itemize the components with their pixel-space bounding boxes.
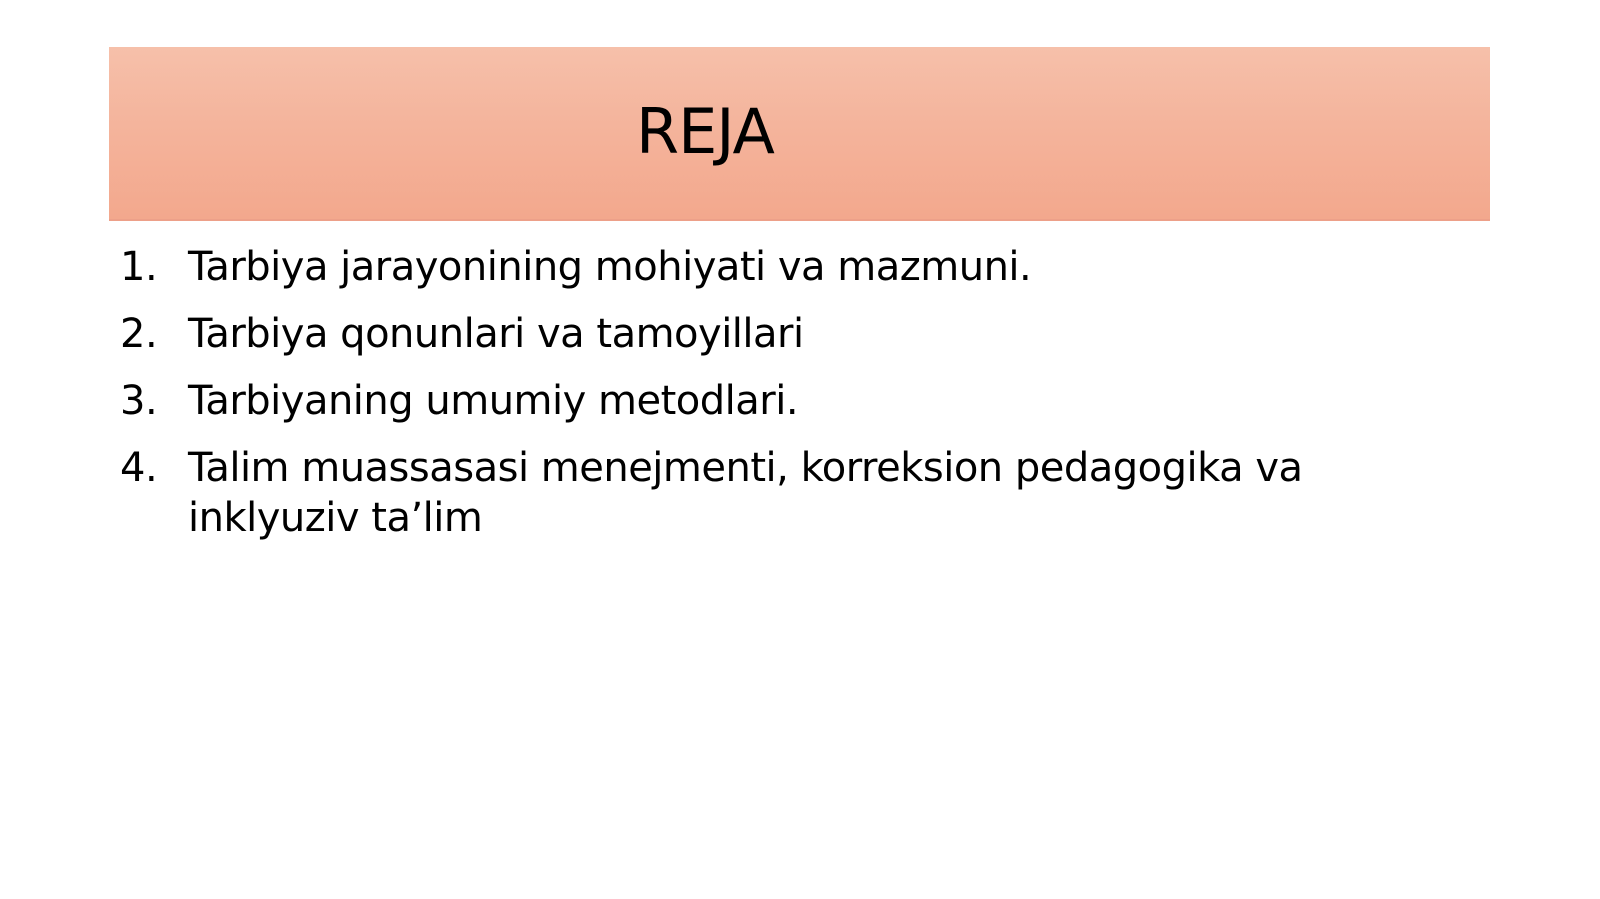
list-item-text: Talim muassasasi menejmenti, korreksion pedagogika va inklyuziv ta’lim <box>188 445 1303 541</box>
agenda-list <box>120 242 1450 560</box>
list-item <box>120 376 1450 426</box>
list-item-number: 4. <box>120 445 158 491</box>
list-item-number: 1. <box>120 244 158 290</box>
list-item-number: 2. <box>120 311 158 357</box>
list-item-text: Tarbiya jarayonining mohiyati va mazmuni. <box>188 244 1032 290</box>
title-bar <box>109 47 1490 221</box>
slide-title: REJA <box>636 95 774 168</box>
list-item <box>120 443 1450 543</box>
list-item-number: 3. <box>120 378 158 424</box>
list-item <box>120 242 1450 292</box>
list-item-text: Tarbiya qonunlari va tamoyillari <box>188 311 804 357</box>
list-item-text: Tarbiyaning umumiy metodlari. <box>188 378 799 424</box>
list-item <box>120 309 1450 359</box>
